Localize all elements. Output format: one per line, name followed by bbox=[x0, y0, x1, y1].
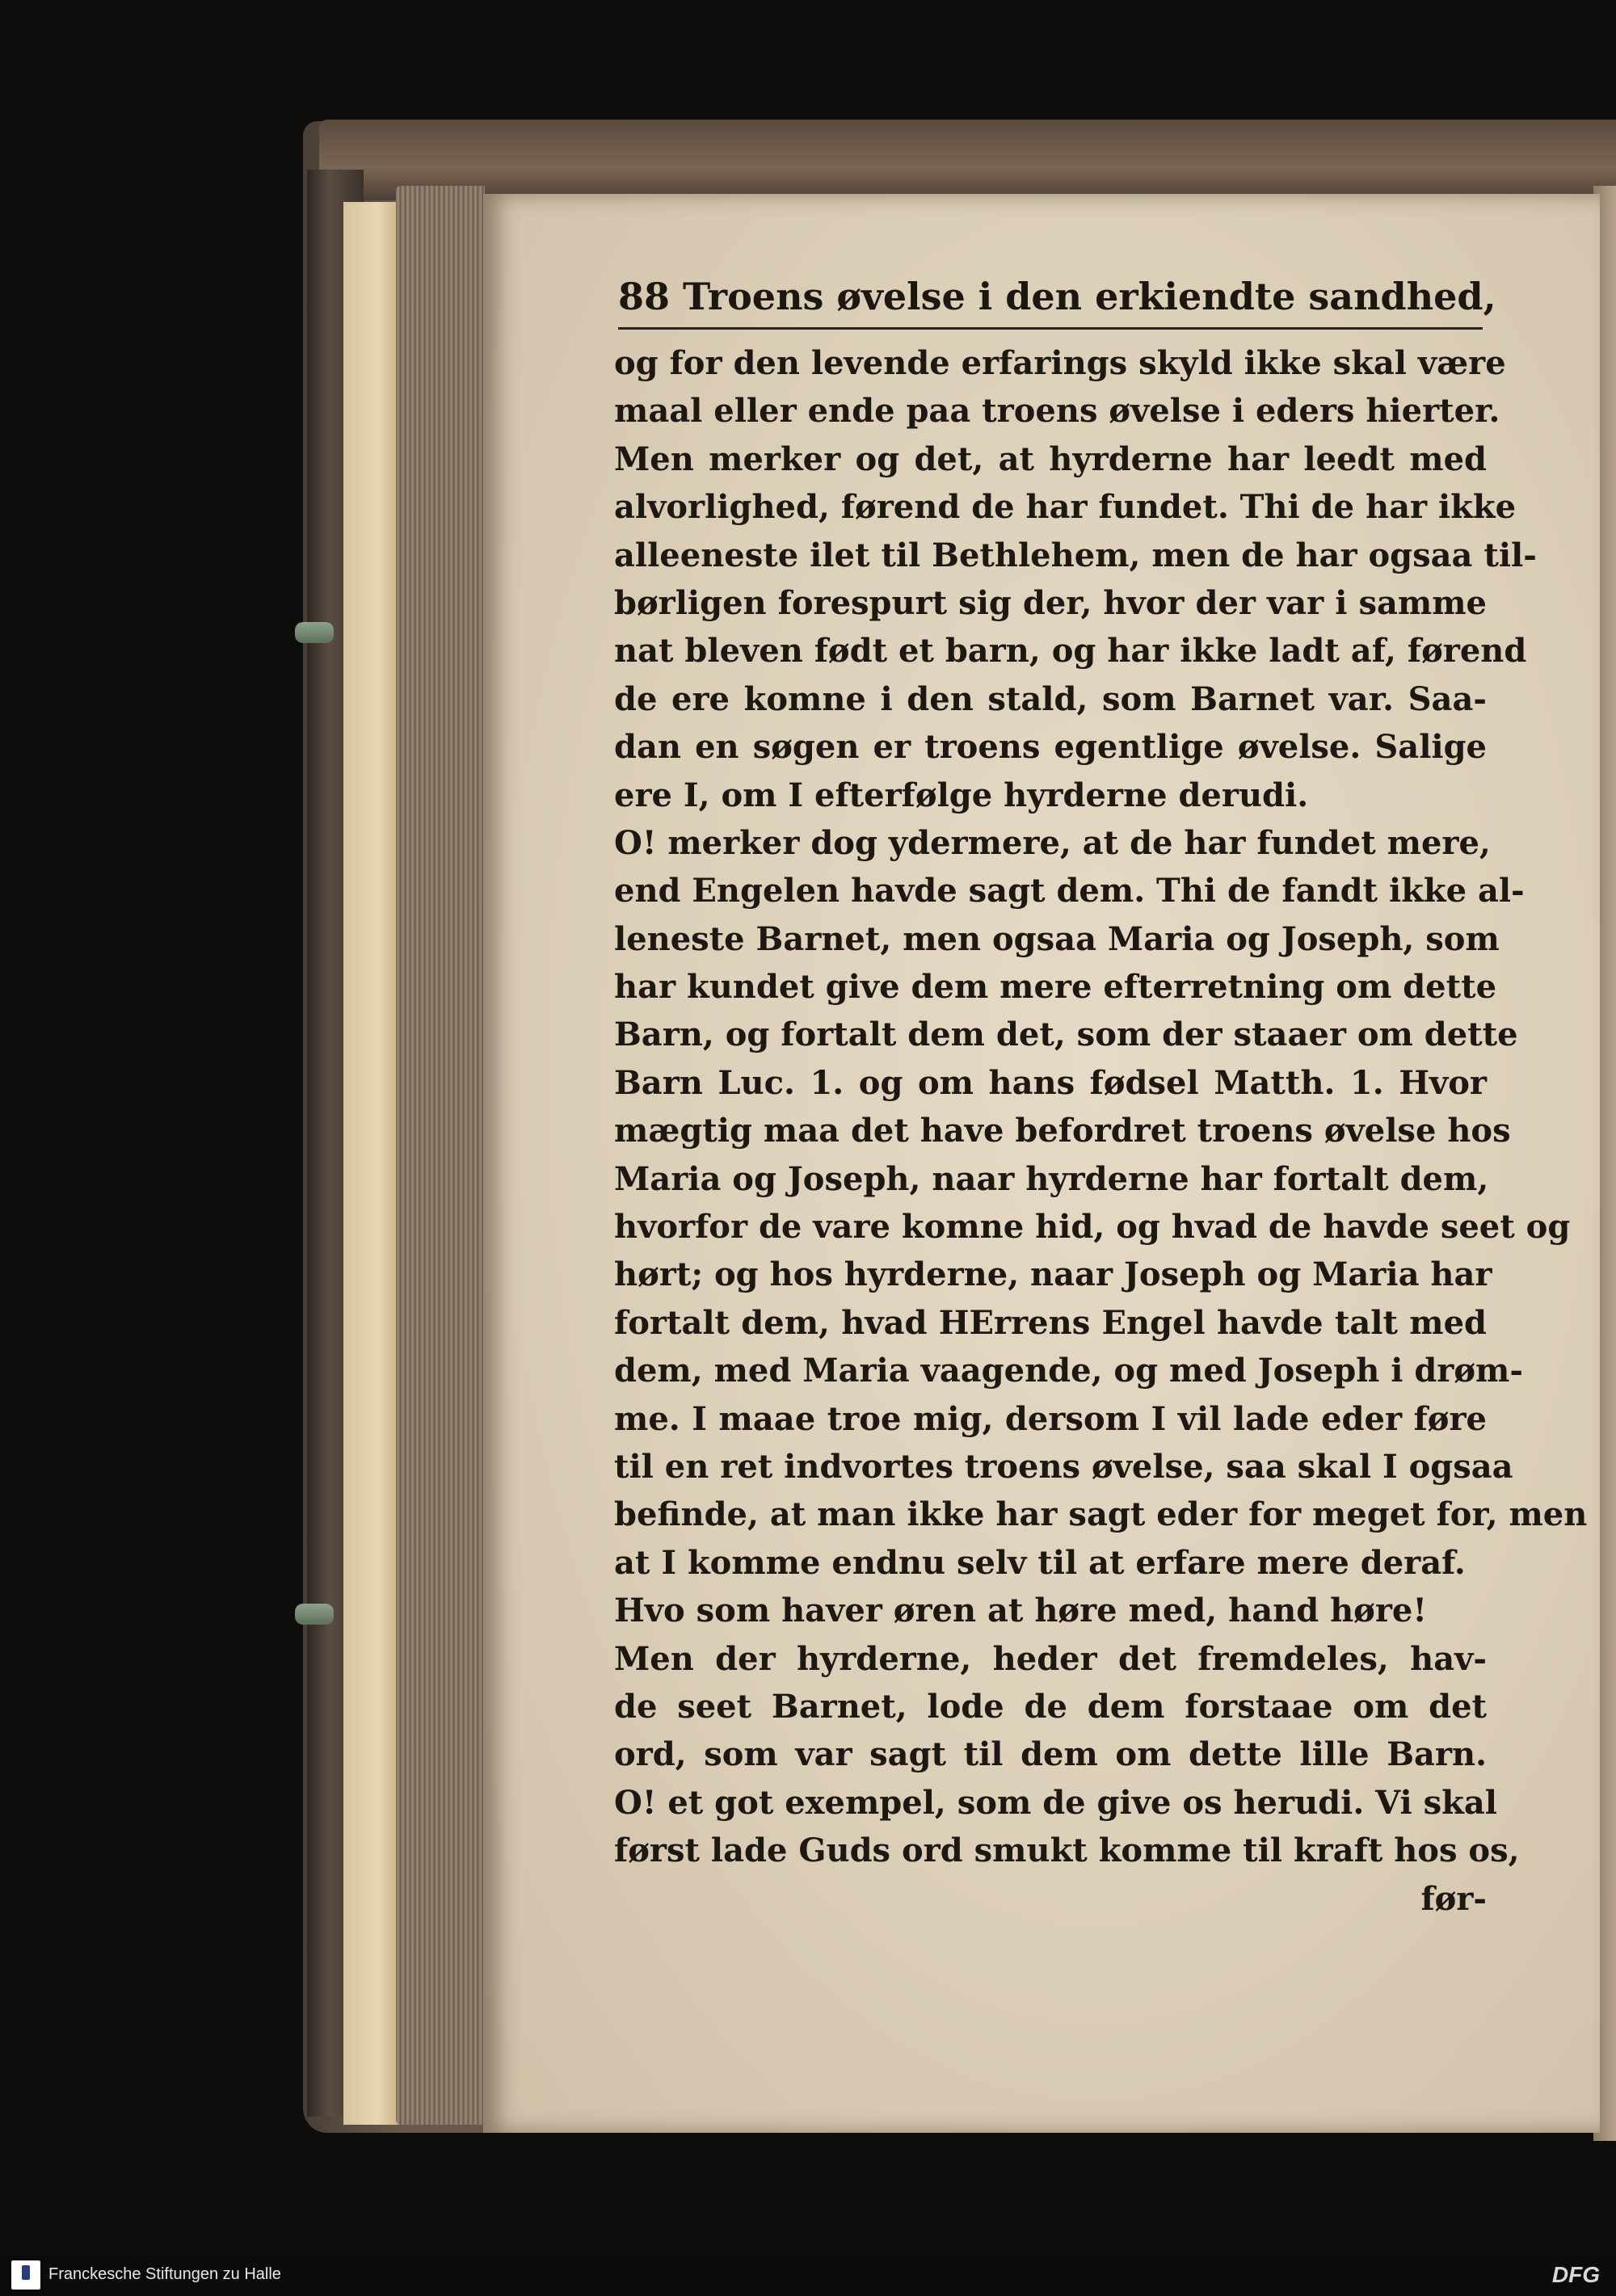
institution-logo-icon bbox=[11, 2260, 40, 2290]
text-line: Barn Luc. 1. og om hans fødsel Matth. 1. Hvor bbox=[614, 1063, 1487, 1102]
text-line: Barn, og fortalt dem det, som der staaer om dette bbox=[614, 1016, 1518, 1054]
text-line: O! et got exempel, som de give os herudi. Vi skal bbox=[614, 1783, 1497, 1822]
text-line: at I komme endnu selv til at erfare mere deraf. bbox=[614, 1543, 1466, 1582]
page-number: 88 bbox=[618, 275, 671, 318]
text-line: end Engelen havde sagt dem. Thi de fandt ikke al- bbox=[614, 872, 1525, 910]
page-body-text bbox=[614, 339, 1588, 1923]
text-line: de ere komne i den stald, som Barnet var. Saa- bbox=[614, 679, 1487, 718]
text-line: til en ret indvortes troens øvelse, saa skal I ogsaa bbox=[614, 1447, 1513, 1486]
institution-name: Franckesche Stiftungen zu Halle bbox=[48, 2265, 281, 2283]
text-line: ere I, om I efterfølge hyrderne derudi. bbox=[614, 776, 1309, 814]
clasp-icon bbox=[295, 622, 334, 643]
text-line: Maria og Joseph, naar hyrderne har fortalt dem, bbox=[614, 1159, 1489, 1198]
text-line: børligen forespurt sig der, hvor der var i samme bbox=[614, 583, 1487, 622]
text-line: fortalt dem, hvad HErrens Engel havde talt med bbox=[614, 1303, 1487, 1342]
text-line: dan en søgen er troens egentlige øvelse. Salige bbox=[614, 728, 1487, 767]
footer-bar bbox=[0, 2254, 1616, 2296]
text-line: Hvo som haver øren at høre med, hand høre! bbox=[614, 1592, 1427, 1630]
text-line: før- bbox=[1420, 1879, 1487, 1918]
running-head-title: Troens øvelse i den erkiendte sandhed, bbox=[683, 275, 1496, 318]
text-line: alleeneste ilet til Bethlehem, men de har ogsaa til- bbox=[614, 536, 1537, 574]
text-line: leneste Barnet, men ogsaa Maria og Joseph, som bbox=[614, 919, 1500, 958]
text-line: og for den levende erfarings skyld ikke skal være bbox=[614, 344, 1506, 382]
text-line: alvorlighed, førend de har fundet. Thi de har ikke bbox=[614, 488, 1517, 527]
flyleaf bbox=[343, 202, 400, 2125]
text-line: Men merker og det, at hyrderne har leedt med bbox=[614, 439, 1487, 478]
funder-logo: DFG bbox=[1551, 2262, 1600, 2287]
text-line: ord, som var sagt til dem om dette lille Barn. bbox=[614, 1735, 1487, 1774]
book-cover-top-edge bbox=[319, 120, 1616, 200]
clasp-icon bbox=[295, 1604, 334, 1625]
text-line: dem, med Maria vaagende, og med Joseph i drøm- bbox=[614, 1352, 1523, 1390]
running-header bbox=[618, 275, 1496, 334]
text-line: Men der hyrderne, heder det fremdeles, hav- bbox=[614, 1639, 1487, 1678]
text-line: de seet Barnet, lode de dem forstaae om det bbox=[614, 1687, 1487, 1726]
text-line: mægtig maa det have befordret troens øvelse hos bbox=[614, 1112, 1511, 1150]
header-rule bbox=[618, 327, 1483, 330]
text-line: hørt; og hos hyrderne, naar Joseph og Maria har bbox=[614, 1255, 1492, 1294]
text-line: hvorfor de vare komne hid, og hvad de havde seet og bbox=[614, 1208, 1571, 1247]
text-line: befinde, at man ikke har sagt eder for meget for, men bbox=[614, 1495, 1588, 1534]
page-edges bbox=[396, 186, 485, 2125]
text-line: nat bleven født et barn, og har ikke ladt af, førend bbox=[614, 632, 1527, 671]
text-line: me. I maae troe mig, dersom I vil lade eder føre bbox=[614, 1399, 1487, 1438]
text-line: først lade Guds ord smukt komme til kraft hos os, bbox=[614, 1831, 1520, 1870]
text-line: O! merker dog ydermere, at de har fundet mere, bbox=[614, 823, 1491, 862]
text-line: har kundet give dem mere efterretning om dette bbox=[614, 968, 1497, 1007]
text-line: maal eller ende paa troens øvelse i eders hierter. bbox=[614, 392, 1500, 431]
